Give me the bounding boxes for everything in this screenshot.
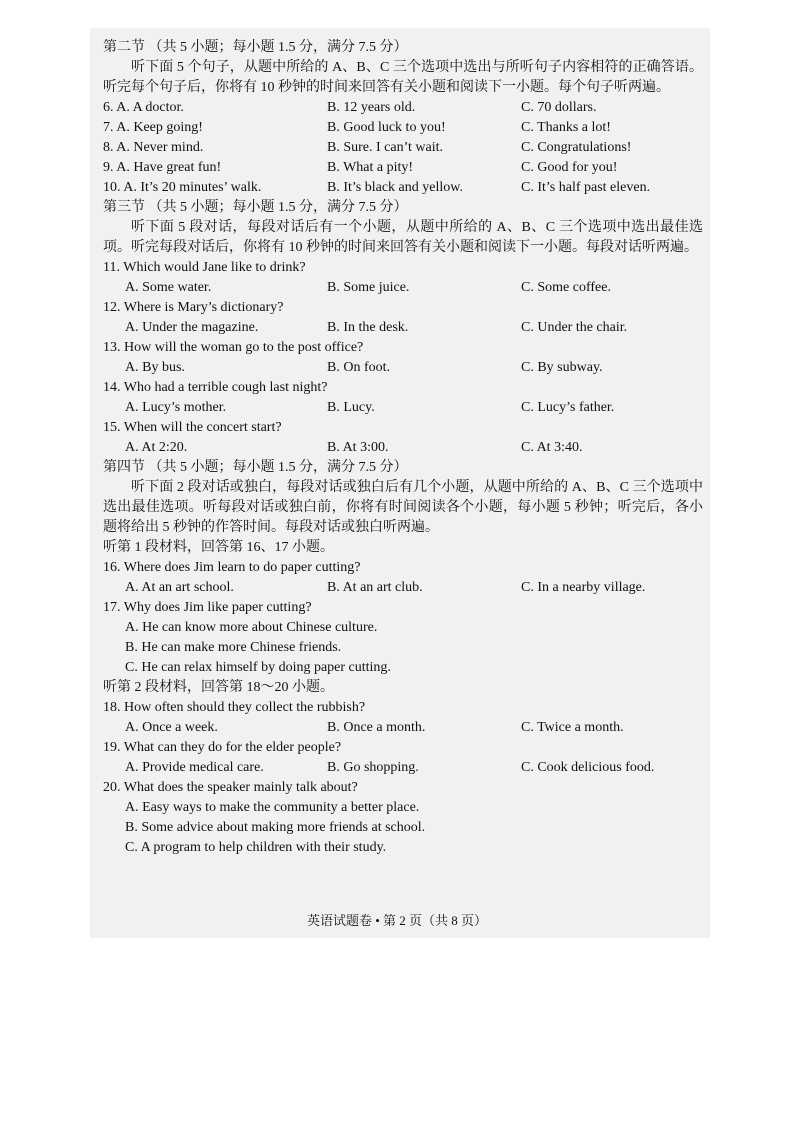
section3-heading: 第三节 （共 5 小题；每小题 1.5 分，满分 7.5 分） (103, 200, 408, 215)
section2-heading: 第二节 （共 5 小题；每小题 1.5 分，满分 7.5 分） (103, 40, 408, 55)
q18-option-b: B. Once a month. (327, 720, 426, 735)
q19-option-c: C. Cook delicious food. (521, 760, 655, 775)
q7-option-b: B. Good luck to you! (327, 120, 446, 135)
q14-option-b: B. Lucy. (327, 400, 375, 415)
q16-question: 16. Where does Jim learn to do paper cutting? (103, 560, 361, 575)
q11-option-b: B. Some juice. (327, 280, 410, 295)
q6-option-b: B. 12 years old. (327, 100, 416, 115)
q20-option-a: A. Easy ways to make the community a better place. (125, 800, 420, 815)
q9-option-c: C. Good for you! (521, 160, 618, 175)
q17-question: 17. Why does Jim like paper cutting? (103, 600, 312, 615)
q10-option-c: C. It’s half past eleven. (521, 180, 651, 195)
q7-row (103, 118, 703, 138)
exam-page (103, 38, 703, 858)
q7-option-a: 7. A. Keep going! (103, 120, 203, 135)
q11-option-c: C. Some coffee. (521, 280, 611, 295)
material2-label: 听第 2 段材料，回答第 18～20 小题。 (103, 680, 334, 695)
page-footer: 英语试题卷 • 第 2 页（共 8 页） (306, 913, 488, 928)
q8-option-c: C. Congratulations! (521, 140, 632, 155)
q6-option-a: 6. A. A doctor. (103, 100, 184, 115)
q15-options (103, 438, 703, 458)
q14-option-a: A. Lucy’s mother. (125, 400, 227, 415)
section4-heading: 第四节 （共 5 小题；每小题 1.5 分，满分 7.5 分） (103, 460, 408, 475)
q14-question: 14. Who had a terrible cough last night? (103, 380, 328, 395)
q19-option-b: B. Go shopping. (327, 760, 419, 775)
q20-option-c: C. A program to help children with their study. (125, 840, 387, 855)
q19-question: 19. What can they do for the elder people? (103, 740, 342, 755)
q16-option-c: C. In a nearby village. (521, 580, 646, 595)
section4-instruction: 听下面 2 段对话或独白，每段对话或独白后有几个小题，从题中所给的 A、B、C 三个选项中选出最佳选项。听每段对话或独白前，你将有时间阅读各个小题，每小题 5 秒钟；听完后，各小题将给出 5 秒钟的作答时间。每段对话或独白听两遍。 (103, 480, 703, 535)
q7-option-c: C. Thanks a lot! (521, 120, 611, 135)
q19-option-a: A. Provide medical care. (125, 760, 264, 775)
q18-question: 18. How often should they collect the rubbish? (103, 700, 366, 715)
q13-option-c: C. By subway. (521, 360, 603, 375)
q12-option-b: B. In the desk. (327, 320, 409, 335)
q10-option-a: 10. A. It’s 20 minutes’ walk. (103, 180, 262, 195)
q13-option-a: A. By bus. (125, 360, 185, 375)
q15-option-c: C. At 3:40. (521, 440, 583, 455)
q18-option-c: C. Twice a month. (521, 720, 624, 735)
q20-option-b: B. Some advice about making more friends at school. (125, 820, 426, 835)
q12-options (103, 318, 703, 338)
q9-option-b: B. What a pity! (327, 160, 414, 175)
q20-question: 20. What does the speaker mainly talk about? (103, 780, 358, 795)
q16-options (103, 578, 703, 598)
q12-question: 12. Where is Mary’s dictionary? (103, 300, 284, 315)
q14-option-c: C. Lucy’s father. (521, 400, 615, 415)
q17-option-a: A. He can know more about Chinese culture. (125, 620, 378, 635)
q12-option-a: A. Under the magazine. (125, 320, 259, 335)
section2-instruction: 听下面 5 个句子，从题中所给的 A、B、C 三个选项中选出与所听句子内容相符的正确答语。听完每个句子后，你将有 10 秒钟的时间来回答有关小题和阅读下一小题。每个句子听两遍。 (103, 60, 703, 95)
q18-option-a: A. Once a week. (125, 720, 218, 735)
q18-options (103, 718, 703, 738)
q13-option-b: B. On foot. (327, 360, 390, 375)
q17-option-c: C. He can relax himself by doing paper cutting. (125, 660, 391, 675)
q8-row (103, 138, 703, 158)
q10-row (103, 178, 703, 198)
material1-label: 听第 1 段材料，回答第 16、17 小题。 (103, 540, 334, 555)
q14-options (103, 398, 703, 418)
q17-option-b: B. He can make more Chinese friends. (125, 640, 342, 655)
q11-options (103, 278, 703, 298)
q11-option-a: A. Some water. (125, 280, 212, 295)
q13-question: 13. How will the woman go to the post office? (103, 340, 364, 355)
q12-option-c: C. Under the chair. (521, 320, 628, 335)
q8-option-b: B. Sure. I can’t wait. (327, 140, 443, 155)
q19-options (103, 758, 703, 778)
q11-question: 11. Which would Jane like to drink? (103, 260, 306, 275)
q9-option-a: 9. A. Have great fun! (103, 160, 222, 175)
q10-option-b: B. It’s black and yellow. (327, 180, 463, 195)
section3-instruction: 听下面 5 段对话，每段对话后有一个小题，从题中所给的 A、B、C 三个选项中选出最佳选项。听完每段对话后，你将有 10 秒钟的时间来回答有关小题和阅读下一小题。每段对话听两遍。 (103, 220, 703, 255)
q15-option-b: B. At 3:00. (327, 440, 389, 455)
q6-row (103, 98, 703, 118)
q15-question: 15. When will the concert start? (103, 420, 282, 435)
q15-option-a: A. At 2:20. (125, 440, 188, 455)
q13-options (103, 358, 703, 378)
q9-row (103, 158, 703, 178)
q16-option-a: A. At an art school. (125, 580, 234, 595)
q16-option-b: B. At an art club. (327, 580, 423, 595)
q8-option-a: 8. A. Never mind. (103, 140, 204, 155)
q6-option-c: C. 70 dollars. (521, 100, 597, 115)
